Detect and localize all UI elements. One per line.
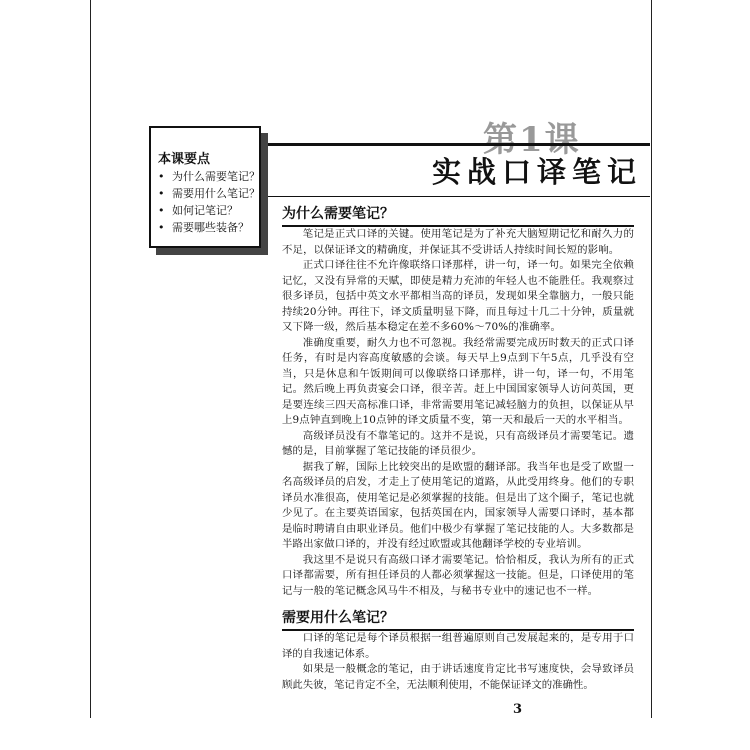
key-points-box xyxy=(149,126,261,248)
section-heading: 需要用什么笔记？ xyxy=(282,607,634,631)
paragraph: 笔记是正式口译的关键。使用笔记是为了补充大脑短期记忆和耐久力的不足，以保证译文的精确度，并保证其不受讲话人持续时间长短的影响。 xyxy=(282,228,634,256)
lesson-number: 第1课 xyxy=(483,120,581,160)
bullet-icon: • xyxy=(158,221,165,234)
paragraph: 据我了解，国际上比较突出的是欧盟的翻译部。我当年也是受了欧盟一名高级译员的启发，才走上了使用笔记的道路，从此受用终身。他们的专职译员水准很高，使用笔记是必须掌握的技能。但是出了这个圈子，笔记也就少见了。在主要英语国家，包括英国在内，国家领导人需要口译时，基本都是临时聘请自由职业译员。他们中极少有掌握了笔记技能的人。大多数都是半路出家做口译的，并没有经过欧盟或其他翻译学校的专业培训。 xyxy=(282,460,634,550)
paragraph: 我这里不是说只有高级口译才需要笔记。恰恰相反，我认为所有的正式口译都需要，所有担任译员的人都必须掌握这一技能。但是，口译使用的笔记与一般的笔记概念风马牛不相及，与秘书专业中的速记也不一样。 xyxy=(282,553,634,597)
section-why-notes xyxy=(282,203,634,599)
bullet-icon: • xyxy=(158,187,165,200)
key-point-item: • 需要哪些装备？ xyxy=(158,221,249,234)
title-banner xyxy=(265,143,650,197)
bullet-icon: • xyxy=(158,204,165,217)
section-what-notes xyxy=(282,607,634,693)
paragraph: 准确度重要，耐久力也不可忽视。我经常需要完成历时数天的正式口译任务，有时是内容高度敏感的会谈。每天早上9点到下午5点，几乎没有空当，只是休息和午饭期间可以像联络口译那样，讲一句，译一句，不用笔记。然后晚上再负责宴会口译，很辛苦。赶上中国国家领导人访问英国，更是要连续三四天高标准口译，非常需要用笔记减轻脑力的负担，以保证从早上9点钟直到晚上10点钟的译文质量不变，第一天和最后一天的水平相当。 xyxy=(282,336,634,426)
key-points-title: 本课要点 xyxy=(158,152,211,167)
bullet-icon: • xyxy=(158,170,165,183)
key-point-item: • 为什么需要笔记？ xyxy=(158,170,260,183)
paragraph: 如果是一般概念的笔记，由于讲话速度肯定比书写速度快，会导致译员顾此失彼，笔记肯定不全，无法顺利使用，不能保证译文的准确性。 xyxy=(282,663,634,691)
key-point-item: • 需要用什么笔记？ xyxy=(158,187,260,200)
main-content xyxy=(282,203,634,693)
paragraph: 高级译员没有不靠笔记的。这并不是说，只有高级译员才需要笔记。遗憾的是，目前掌握了笔记技能的译员很少。 xyxy=(282,429,634,457)
key-point-item: • 如何记笔记？ xyxy=(158,204,238,217)
paragraph: 正式口译往往不允许像联络口译那样，讲一句，译一句。如果完全依赖记忆，又没有异常的天赋，即使是精力充沛的年轻人也不能胜任。我观察过很多译员，包括中英文水平都相当高的译员，发现如果全靠脑力，一般只能持续20分钟。再往下，译文质量明显下降，而且每过十几二十分钟，质量就又下降一级，然后基本稳定在差不多60%～70%的准确率。 xyxy=(282,259,634,333)
paragraph: 口译的笔记是每个译员根据一组普遍原则自己发展起来的，是专用于口译的自我速记体系。 xyxy=(282,632,634,660)
page-number: 3 xyxy=(513,702,523,717)
lesson-title: 实战口译笔记 xyxy=(431,155,642,189)
section-heading: 为什么需要笔记？ xyxy=(282,203,634,227)
